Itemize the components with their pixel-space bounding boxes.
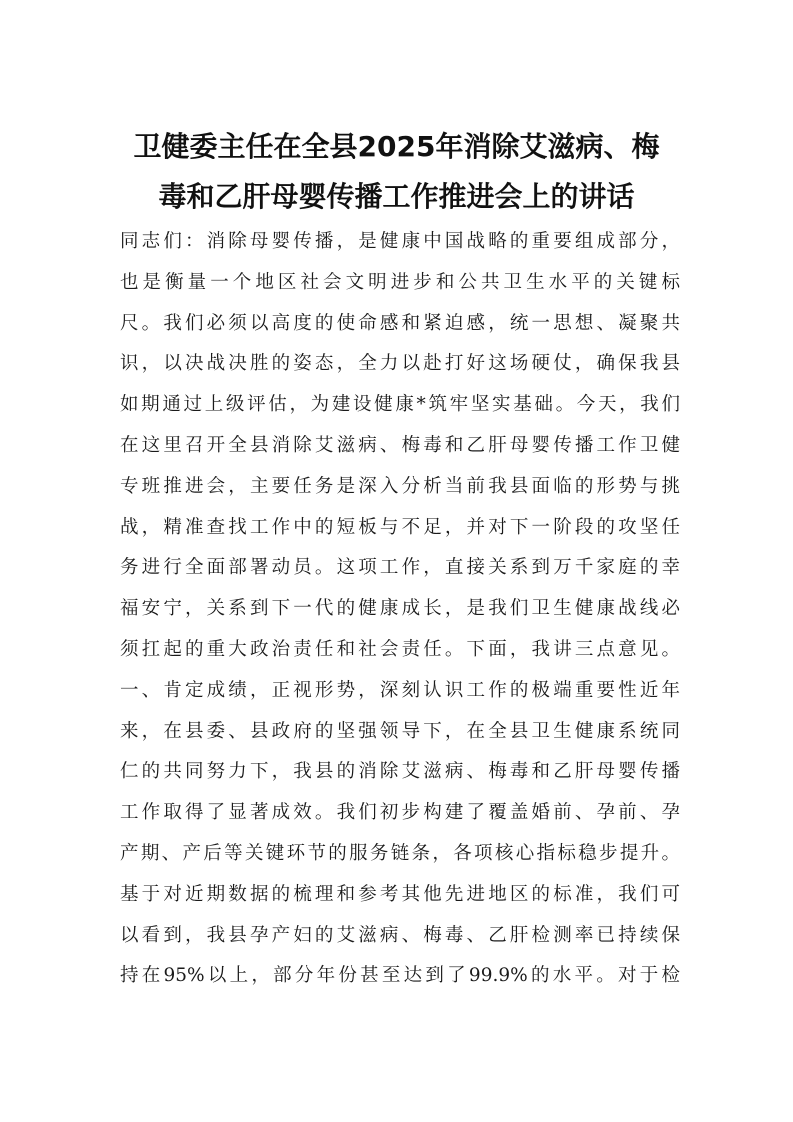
body-line-14: 仁的共同努力下，我县的消除艾滋病、梅毒和乙肝母婴传播: [120, 761, 680, 783]
body-line-1: 同志们：消除母婴传播，是健康中国战略的重要组成部分，: [120, 231, 680, 252]
body-line-19: 持在95%以上，部分年份甚至达到了99.9%的水平。对于检: [120, 965, 680, 987]
body-line-17: 基于对近期数据的梳理和参考其他先进地区的标准，我们可: [120, 883, 680, 905]
body-line-11: 须扛起的重大政治责任和社会责任。下面，我讲三点意见。: [120, 638, 680, 660]
body-line-13: 来，在县委、县政府的坚强领导下，在全县卫生健康系统同: [120, 720, 680, 742]
body-line-15: 工作取得了显著成效。我们初步构建了覆盖婚前、孕前、孕: [120, 802, 680, 824]
body-line-6: 在这里召开全县消除艾滋病、梅毒和乙肝母婴传播工作卫健: [120, 434, 680, 456]
body-line-4: 识，以决战决胜的姿态，全力以赴打好这场硬仗，确保我县: [120, 353, 680, 375]
body-line-9: 务进行全面部署动员。这项工作，直接关系到万千家庭的幸: [120, 557, 680, 579]
body-line-10: 福安宁，关系到下一代的健康成长，是我们卫生健康战线必: [120, 598, 680, 620]
body-line-18: 以看到，我县孕产妇的艾滋病、梅毒、乙肝检测率已持续保: [120, 924, 680, 946]
body-line-8: 战，精准查找工作中的短板与不足，并对下一阶段的攻坚任: [120, 516, 680, 538]
title-line-2: 毒和乙肝母婴传播工作推进会上的讲话: [158, 180, 635, 213]
body-line-7: 专班推进会，主要任务是深入分析当前我县面临的形势与挑: [120, 475, 680, 497]
body-line-3: 尺。我们必须以高度的使命感和紧迫感，统一思想、凝聚共: [120, 312, 680, 334]
body-line-12: 一、肯定成绩，正视形势，深刻认识工作的极端重要性近年: [120, 679, 680, 701]
body-line-16: 产期、产后等关键环节的服务链条，各项核心指标稳步提升。: [120, 842, 680, 864]
document-body: [120, 222, 680, 997]
document-title: [108, 122, 685, 222]
body-line-2: 也是衡量一个地区社会文明进步和公共卫生水平的关键标: [120, 271, 680, 293]
title-line-1: 卫健委主任在全县2025年消除艾滋病、梅: [133, 130, 660, 163]
body-line-5: 如期通过上级评估，为建设健康*筑牢坚实基础。今天，我们: [120, 394, 680, 416]
